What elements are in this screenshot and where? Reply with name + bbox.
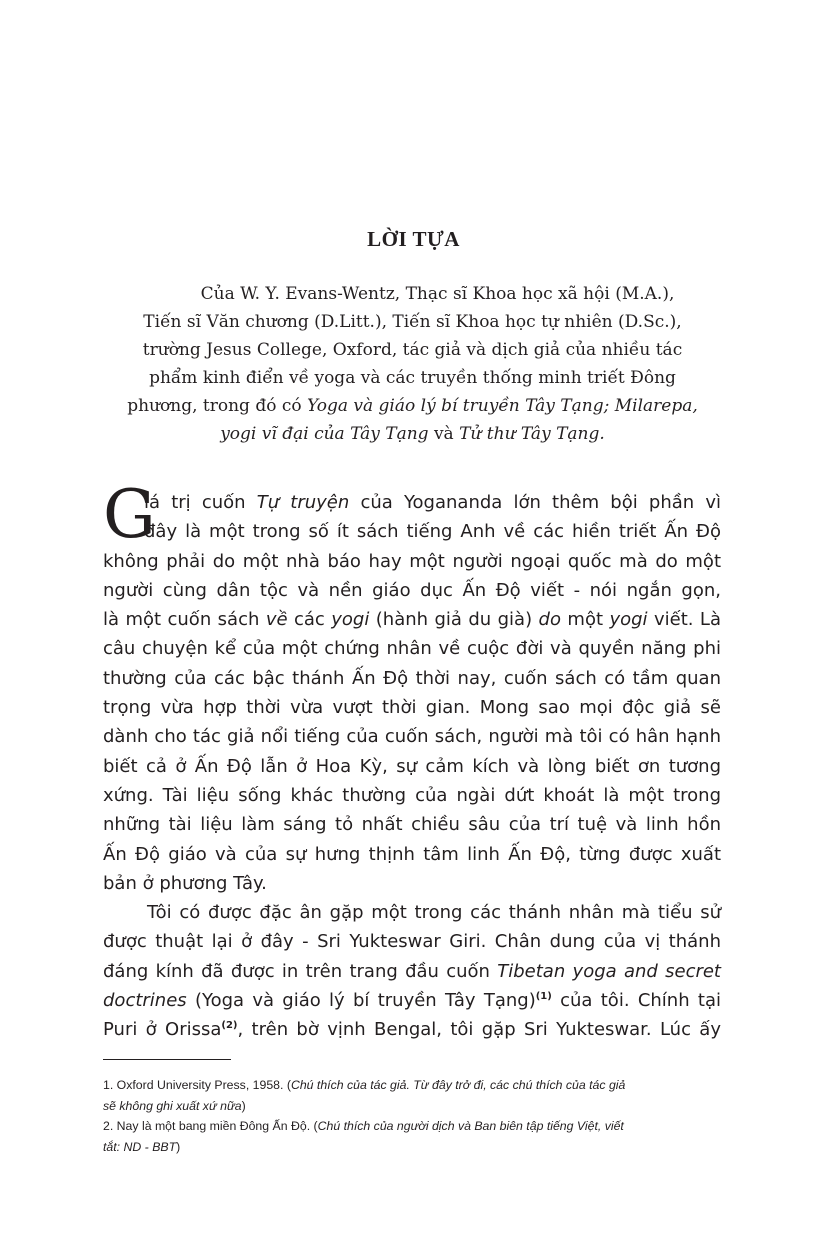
- body-line: Puri ở Orissa$^{(2)}$, trên bờ vịnh Bengal, tôi gặp Sri Yukteswar. Lúc ấy: [103, 1019, 721, 1041]
- body-line: Tôi có được đặc ân gặp một trong các thánh nhân mà tiểu sử: [147, 902, 721, 924]
- footnote-ref: (2): [221, 1020, 238, 1032]
- body-line: người cùng dân tộc và nền giáo dục Ấn Độ viết - nói ngắn gọn,: [103, 579, 721, 601]
- footnote-2: 2. Nay là một bang miền Đông Ấn Độ. (Chú thích của người dịch và Ban biên tập tiếng Việt, viết: [103, 1119, 624, 1133]
- preface-line: phương, trong đó có Yoga và giáo lý bí truyền Tây Tạng; Milarepa,: [127, 396, 698, 416]
- drop-cap: G: [103, 476, 156, 553]
- preface-line: trường Jesus College, Oxford, tác giả và dịch giả của nhiều tác: [142, 340, 683, 360]
- body-line: bản ở phương Tây.: [103, 872, 267, 894]
- preface-line: phẩm kinh điển về yoga và các truyền thống minh triết Đông: [149, 368, 676, 388]
- footnote-1-cont: sẽ không ghi xuất xứ nữa): [103, 1098, 246, 1113]
- body-line: không phải do một nhà báo hay một người ngoại quốc mà do một: [103, 550, 721, 572]
- body-line: dành cho tác giả nổi tiếng của cuốn sách, người mà tôi có hân hạnh: [103, 726, 721, 748]
- body-line: đây là một trong số ít sách tiếng Anh về các hiền triết Ấn Độ: [144, 521, 721, 543]
- body-line: biết cả ở Ấn Độ lẫn ở Hoa Kỳ, sự cảm kích và lòng biết ơn tương: [103, 755, 721, 777]
- body-line: đáng kính đã được in trên trang đầu cuốn Tibetan yoga and secret: [103, 960, 721, 982]
- preface-attribution: [100, 280, 725, 448]
- body-line: doctrines (Yoga và giáo lý bí truyền Tây Tạng)$^{(1)}$ của tôi. Chính tại: [103, 990, 721, 1012]
- body-line: iá trị cuốn Tự truyện của Yogananda lớn thêm bội phần vì: [144, 492, 721, 513]
- footnote-divider: [103, 1059, 231, 1060]
- footnotes: [103, 1075, 723, 1157]
- body-line: xứng. Tài liệu sống khác thường của ngài dứt khoát là một trong: [103, 784, 721, 806]
- body-line: thường của các bậc thánh Ấn Độ thời nay, cuốn sách có tầm quan: [103, 667, 721, 689]
- body-line: câu chuyện kể của một chứng nhân về cuộc đời và quyền năng phi: [103, 638, 721, 660]
- body-line: được thuật lại ở đây - Sri Yukteswar Giri. Chân dung của vị thánh: [103, 931, 721, 953]
- preface-line: Tiến sĩ Văn chương (D.Litt.), Tiến sĩ Khoa học tự nhiên (D.Sc.),: [143, 312, 682, 332]
- body-line: những tài liệu làm sáng tỏ nhất chiều sâu của trí tuệ và linh hồn: [103, 814, 721, 836]
- body-line: là một cuốn sách về các yogi (hành giả du già) do một yogi viết. Là: [103, 609, 721, 631]
- preface-line: Của W. Y. Evans-Wentz, Thạc sĩ Khoa học xã hội (M.A.),: [200, 284, 675, 304]
- footnote-1: 1. Oxford University Press, 1958. (Chú thích của tác giả. Từ đây trở đi, các chú thích của tác giả: [103, 1078, 626, 1092]
- preface-line: yogi vĩ đại của Tây Tạng và Tử thư Tây Tạng.: [220, 424, 605, 444]
- page-title: LỜI TỰA: [367, 227, 460, 251]
- body-line: trọng vừa hợp thời vừa vượt thời gian. Mong sao mọi độc giả sẽ: [103, 697, 721, 719]
- footnote-ref: (1): [535, 991, 552, 1003]
- footnote-2-cont: tắt: ND - BBT): [103, 1139, 181, 1154]
- body-line: Ấn Độ giáo và của sự hưng thịnh tâm linh Ấn Độ, từng được xuất: [103, 843, 721, 865]
- body-text: [103, 488, 721, 1045]
